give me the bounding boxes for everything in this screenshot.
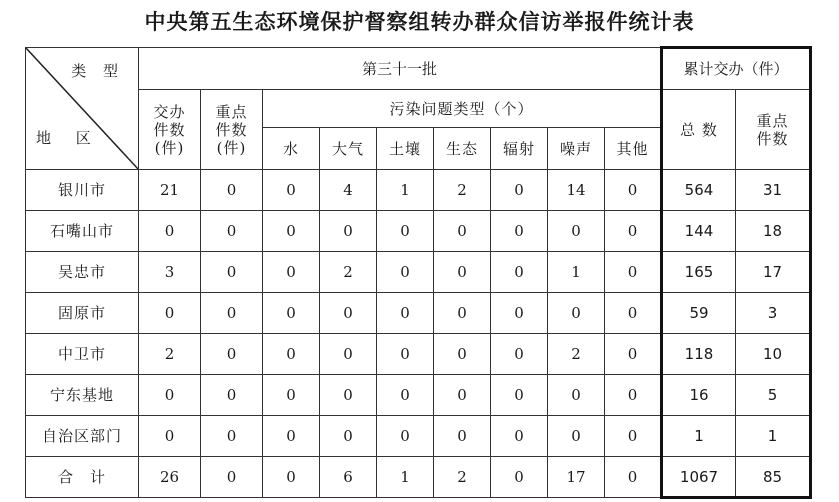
type-ecology: 生态 — [434, 128, 491, 170]
corner-region-label: 地 区 — [36, 129, 101, 147]
value-cell: 0 — [139, 211, 201, 252]
value-cell: 0 — [434, 252, 491, 293]
cumulative-key-cell: 10 — [736, 334, 811, 375]
value-cell: 0 — [491, 252, 548, 293]
value-cell: 0 — [139, 375, 201, 416]
pollution-types-header: 污染问题类型（个） — [263, 90, 662, 128]
value-cell: 0 — [548, 293, 605, 334]
value-cell: 21 — [139, 170, 201, 211]
value-cell: 26 — [139, 457, 201, 498]
value-cell: 0 — [605, 293, 662, 334]
type-soil: 土壤 — [377, 128, 434, 170]
value-cell: 0 — [491, 416, 548, 457]
value-cell: 0 — [263, 457, 320, 498]
value-cell: 4 — [320, 170, 377, 211]
key-count-header: 重点 件数 (件) — [201, 90, 263, 170]
value-cell: 0 — [434, 334, 491, 375]
table-row — [26, 293, 811, 334]
region-name: 银川市 — [26, 170, 139, 211]
type-radiation: 辐射 — [491, 128, 548, 170]
cumulative-total-cell: 165 — [662, 252, 736, 293]
cumulative-key-cell: 31 — [736, 170, 811, 211]
value-cell: 2 — [434, 457, 491, 498]
value-cell: 14 — [548, 170, 605, 211]
value-cell: 0 — [491, 375, 548, 416]
value-cell: 0 — [491, 334, 548, 375]
value-cell: 0 — [139, 416, 201, 457]
cumulative-key-cell: 5 — [736, 375, 811, 416]
cumulative-total-cell: 564 — [662, 170, 736, 211]
value-cell: 2 — [434, 170, 491, 211]
cumulative-header: 累计交办（件） — [662, 48, 811, 90]
value-cell: 0 — [377, 293, 434, 334]
cumulative-key-cell: 85 — [736, 457, 811, 498]
cumulative-key-cell: 1 — [736, 416, 811, 457]
value-cell: 0 — [605, 416, 662, 457]
value-cell: 1 — [548, 252, 605, 293]
value-cell: 0 — [320, 211, 377, 252]
value-cell: 0 — [201, 375, 263, 416]
value-cell: 0 — [605, 252, 662, 293]
value-cell: 0 — [377, 252, 434, 293]
value-cell: 0 — [605, 457, 662, 498]
value-cell: 1 — [377, 457, 434, 498]
value-cell: 0 — [263, 293, 320, 334]
value-cell: 0 — [201, 252, 263, 293]
table-row — [26, 211, 811, 252]
value-cell: 2 — [139, 334, 201, 375]
corner-type-label: 类 型 — [71, 62, 124, 80]
value-cell: 0 — [491, 293, 548, 334]
cumulative-key-cell: 18 — [736, 211, 811, 252]
total-header: 总 数 — [662, 90, 736, 170]
cumulative-total-cell: 118 — [662, 334, 736, 375]
value-cell: 0 — [263, 211, 320, 252]
value-cell: 0 — [434, 416, 491, 457]
region-name: 固原市 — [26, 293, 139, 334]
value-cell: 0 — [263, 416, 320, 457]
page-title: 中央第五生态环境保护督察组转办群众信访举报件统计表 — [144, 10, 695, 34]
value-cell: 6 — [320, 457, 377, 498]
value-cell: 0 — [320, 334, 377, 375]
key-total-header: 重点 件数 — [736, 90, 811, 170]
value-cell: 0 — [491, 457, 548, 498]
value-cell: 0 — [434, 211, 491, 252]
value-cell: 0 — [377, 334, 434, 375]
value-cell: 0 — [434, 375, 491, 416]
table-row — [26, 375, 811, 416]
value-cell: 0 — [605, 334, 662, 375]
value-cell: 0 — [263, 375, 320, 416]
value-cell: 0 — [377, 375, 434, 416]
value-cell: 0 — [201, 293, 263, 334]
cumulative-total-cell: 16 — [662, 375, 736, 416]
cumulative-total-cell: 1067 — [662, 457, 736, 498]
value-cell: 0 — [548, 211, 605, 252]
value-cell: 0 — [320, 293, 377, 334]
value-cell: 0 — [263, 170, 320, 211]
region-name: 石嘴山市 — [26, 211, 139, 252]
cumulative-key-cell: 17 — [736, 252, 811, 293]
value-cell: 0 — [263, 334, 320, 375]
region-name: 宁东基地 — [26, 375, 139, 416]
cumulative-key-cell: 3 — [736, 293, 811, 334]
corner-diagonal-cell — [26, 48, 139, 170]
value-cell: 0 — [201, 416, 263, 457]
assigned-count-header: 交办 件数 (件) — [139, 90, 201, 170]
value-cell: 0 — [605, 375, 662, 416]
value-cell: 0 — [377, 211, 434, 252]
value-cell: 0 — [201, 334, 263, 375]
value-cell: 0 — [201, 211, 263, 252]
value-cell: 0 — [263, 252, 320, 293]
type-water: 水 — [263, 128, 320, 170]
type-air: 大气 — [320, 128, 377, 170]
value-cell: 0 — [434, 293, 491, 334]
statistics-table — [25, 46, 812, 499]
region-name: 吴忠市 — [26, 252, 139, 293]
value-cell: 0 — [377, 416, 434, 457]
cumulative-total-cell: 1 — [662, 416, 736, 457]
table-row — [26, 334, 811, 375]
value-cell: 3 — [139, 252, 201, 293]
value-cell: 1 — [377, 170, 434, 211]
value-cell: 2 — [320, 252, 377, 293]
region-name: 中卫市 — [26, 334, 139, 375]
value-cell: 0 — [605, 211, 662, 252]
value-cell: 17 — [548, 457, 605, 498]
value-cell: 0 — [320, 375, 377, 416]
region-name: 自治区部门 — [26, 416, 139, 457]
cumulative-total-cell: 144 — [662, 211, 736, 252]
table-row — [26, 457, 811, 498]
table-row — [26, 416, 811, 457]
value-cell: 0 — [201, 170, 263, 211]
type-noise: 噪声 — [548, 128, 605, 170]
value-cell: 0 — [491, 170, 548, 211]
value-cell: 0 — [201, 457, 263, 498]
value-cell: 0 — [139, 293, 201, 334]
region-name: 合 计 — [26, 457, 139, 498]
value-cell: 0 — [548, 416, 605, 457]
value-cell: 2 — [548, 334, 605, 375]
table-row — [26, 252, 811, 293]
value-cell: 0 — [605, 170, 662, 211]
batch-header: 第三十一批 — [139, 48, 662, 90]
table-row — [26, 170, 811, 211]
value-cell: 0 — [548, 375, 605, 416]
type-other: 其他 — [605, 128, 662, 170]
value-cell: 0 — [491, 211, 548, 252]
value-cell: 0 — [320, 416, 377, 457]
cumulative-total-cell: 59 — [662, 293, 736, 334]
